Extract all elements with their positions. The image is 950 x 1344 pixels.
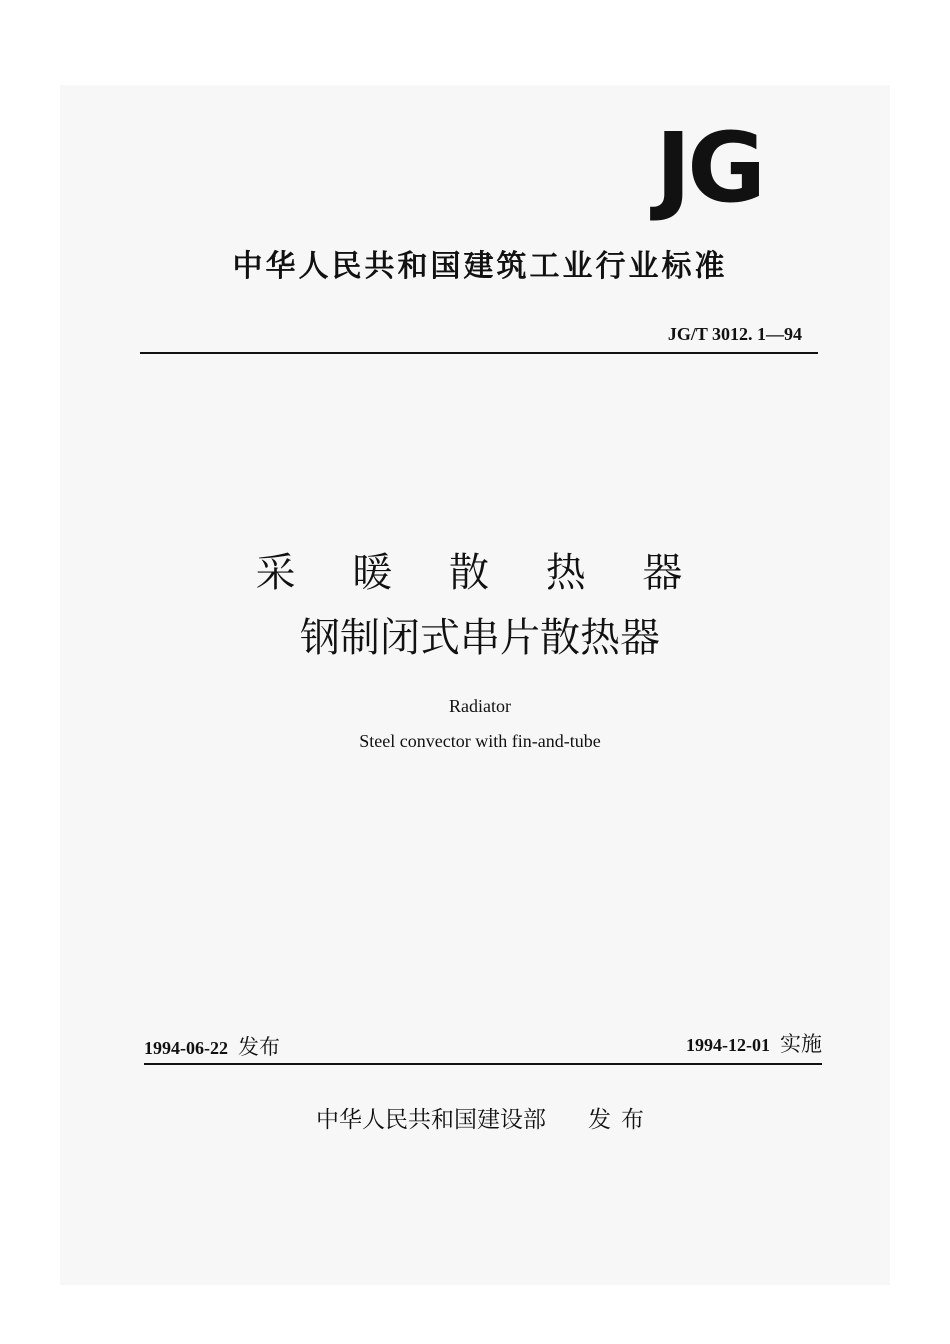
title-en-main: Radiator xyxy=(449,696,511,716)
effective-label: 实施 xyxy=(780,1032,822,1056)
title-en-sub: Steel convector with fin-and-tube xyxy=(359,731,601,751)
issue-date: 1994-06-22 xyxy=(144,1038,228,1058)
effective-date: 1994-12-01 xyxy=(686,1035,770,1055)
standard-code: JG/T 3012. 1—94 xyxy=(667,324,802,344)
publisher-line xyxy=(250,1103,720,1137)
bottom-divider xyxy=(144,1063,822,1065)
jg-logo: JG xyxy=(655,112,762,224)
title-cn-sub: 钢制闭式串片散热器 xyxy=(300,615,660,661)
effective-date-block xyxy=(520,1030,822,1059)
issue-label: 发布 xyxy=(238,1035,280,1059)
publisher-name: 中华人民共和国建设部 xyxy=(316,1107,546,1133)
title-cn-main: 采 暖 散 热 器 xyxy=(255,550,705,596)
issue-date-block xyxy=(144,1033,280,1062)
org-title: 中华人民共和国建筑工业行业标准 xyxy=(232,249,728,284)
top-divider xyxy=(140,352,818,354)
publisher-action: 发布 xyxy=(588,1107,654,1133)
